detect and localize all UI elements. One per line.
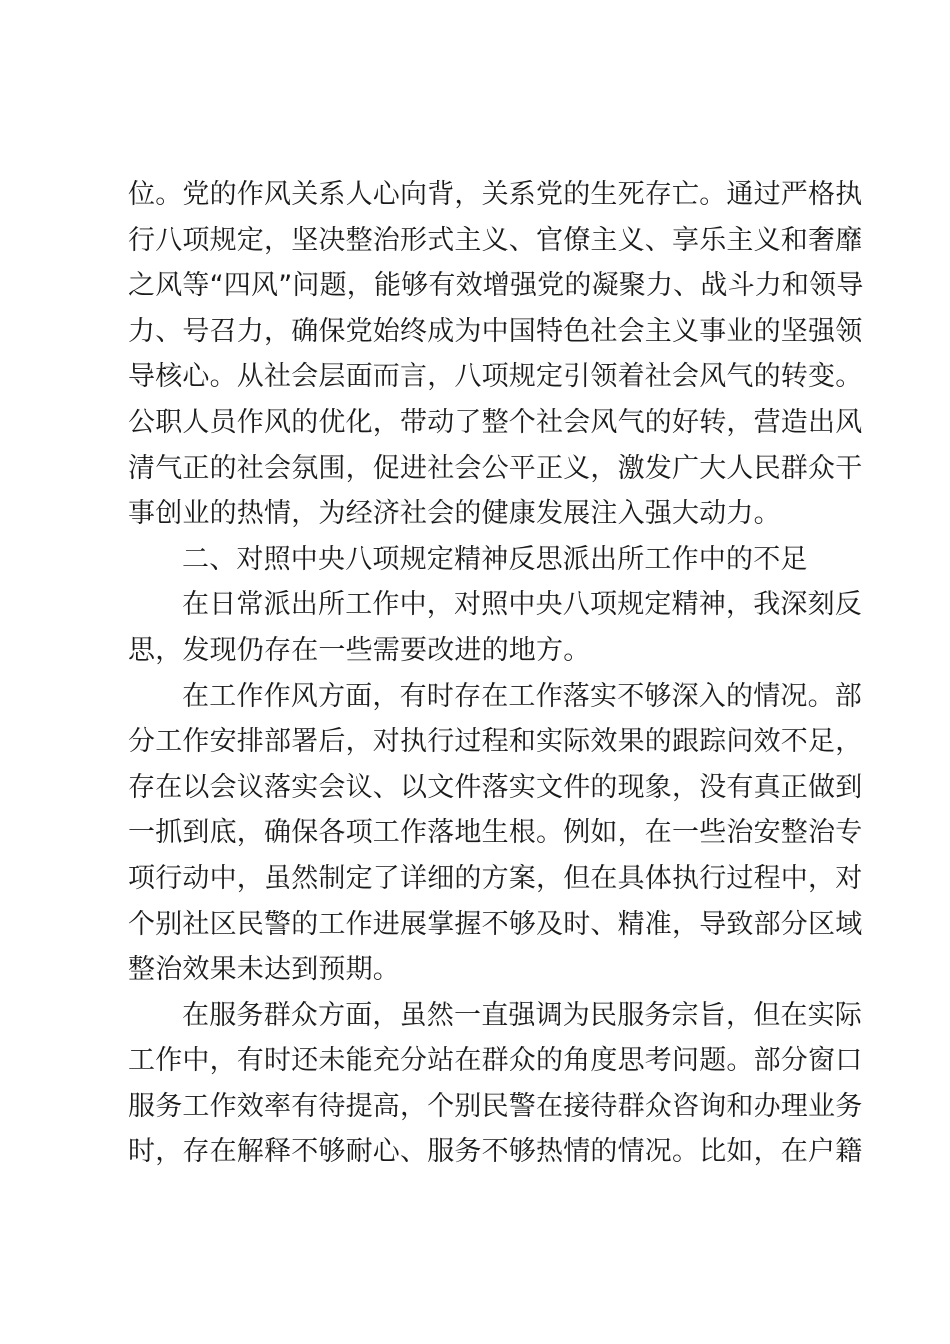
- text-line: 之风等“四风”问题，能够有效增强党的凝聚力、战斗力和领导: [128, 270, 864, 302]
- text-line: 思，发现仍存在一些需要改进的地方。: [128, 634, 591, 666]
- section-heading: 二、对照中央八项规定精神反思派出所工作中的不足: [182, 543, 808, 575]
- document-body: [128, 172, 864, 1175]
- text-line: 项行动中，虽然制定了详细的方案，但在具体执行过程中，对: [128, 862, 863, 894]
- text-line: 行八项规定，坚决整治形式主义、官僚主义、享乐主义和奢靡: [128, 224, 863, 256]
- text-line: 事创业的热情，为经济社会的健康发展注入强大动力。: [128, 498, 781, 530]
- text-line: 分工作安排部署后，对执行过程和实际效果的跟踪问效不足，: [128, 726, 863, 758]
- text-line: 在服务群众方面，虽然一直强调为民服务宗旨，但在实际: [182, 999, 862, 1031]
- text-line: 个别社区民警的工作进展掌握不够及时、精准，导致部分区域: [128, 908, 863, 940]
- text-line: 时，存在解释不够耐心、服务不够热情的情况。比如，在户籍: [128, 1136, 863, 1168]
- text-line: 导核心。从社会层面而言，八项规定引领着社会风气的转变。: [128, 361, 863, 393]
- text-line: 在日常派出所工作中，对照中央八项规定精神，我深刻反: [182, 589, 862, 621]
- text-line: 在工作作风方面，有时存在工作落实不够深入的情况。部: [182, 680, 862, 712]
- text-line: 工作中，有时还未能充分站在群众的角度思考问题。部分窗口: [128, 1045, 863, 1077]
- text-line: 整治效果未达到预期。: [128, 954, 400, 986]
- text-line: 力、号召力，确保党始终成为中国特色社会主义事业的坚强领: [128, 315, 863, 347]
- text-line: 一抓到底，确保各项工作落地生根。例如，在一些治安整治专: [128, 817, 863, 849]
- text-line: 清气正的社会氛围，促进社会公平正义，激发广大人民群众干: [128, 452, 863, 484]
- text-line: 公职人员作风的优化，带动了整个社会风气的好转，营造出风: [128, 406, 863, 438]
- text-line: 服务工作效率有待提高，个别民警在接待群众咨询和办理业务: [128, 1090, 863, 1122]
- text-line: 存在以会议落实会议、以文件落实文件的现象，没有真正做到: [128, 771, 863, 803]
- text-line: 位。党的作风关系人心向背，关系党的生死存亡。通过严格执: [128, 179, 863, 210]
